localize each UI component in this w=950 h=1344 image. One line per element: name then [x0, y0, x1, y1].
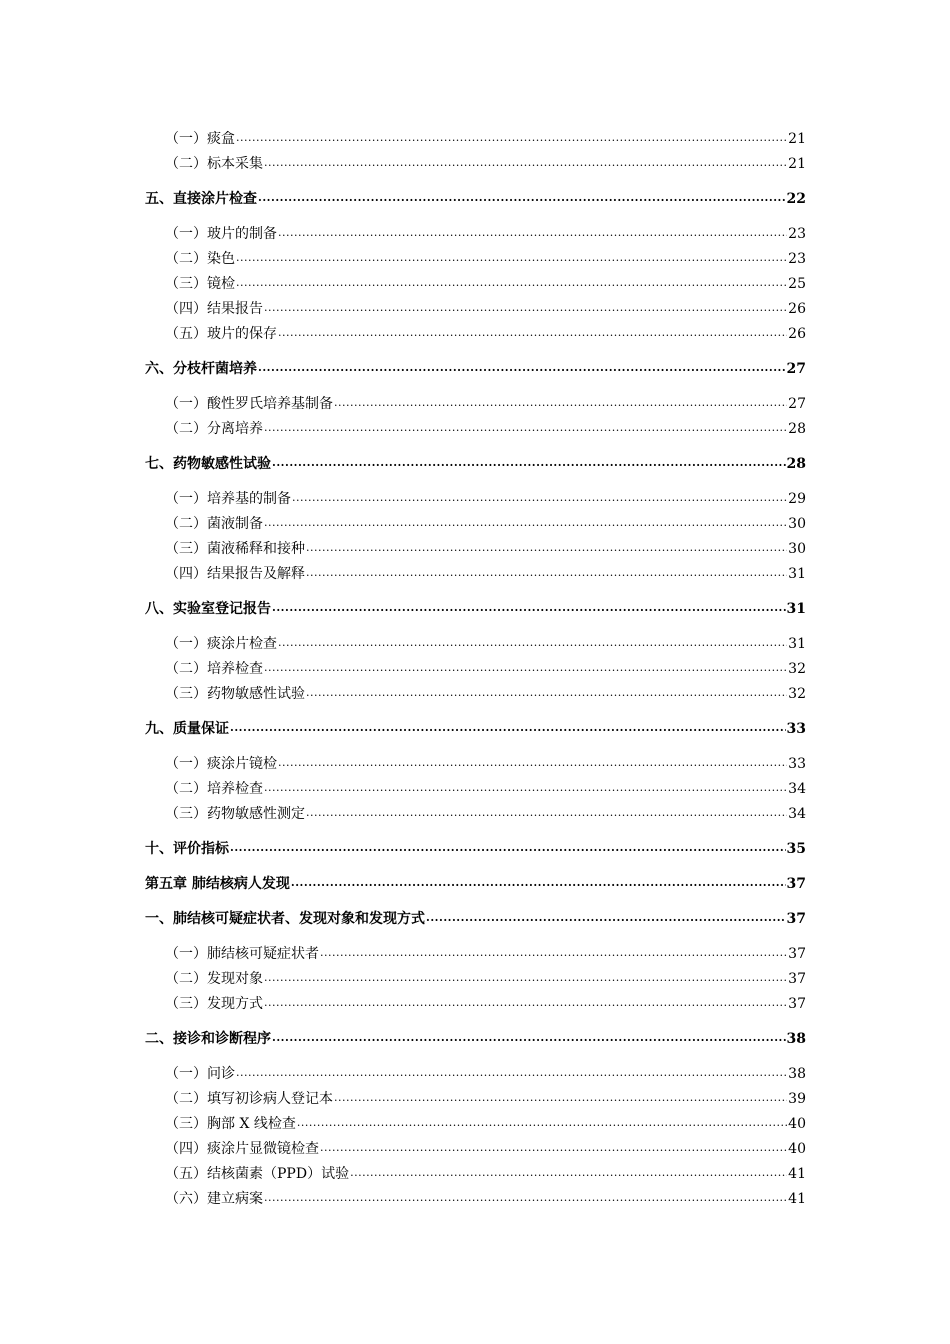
toc-entry-title: （二）菌液制备	[165, 515, 263, 532]
toc-entry-title: （五）玻片的保存	[165, 325, 277, 342]
toc-entry-title: （一）培养基的制备	[165, 490, 291, 507]
toc-entry-title: （一）问诊	[165, 1065, 235, 1082]
toc-section-entry[interactable]	[145, 596, 806, 621]
toc-subsection-entry[interactable]	[145, 631, 806, 656]
toc-subsection-entry[interactable]	[145, 801, 806, 826]
toc-entry-page-number: 38	[788, 1065, 806, 1082]
toc-subsection-entry[interactable]	[145, 1136, 806, 1161]
dot-leader	[291, 877, 786, 890]
toc-subsection-entry[interactable]	[145, 271, 806, 296]
toc-entry-page-number: 37	[786, 910, 806, 927]
toc-entry-page-number: 37	[788, 945, 806, 962]
dot-leader	[230, 722, 786, 735]
toc-entry-title: （一）肺结核可疑症状者	[165, 945, 319, 962]
toc-entry-page-number: 30	[788, 540, 806, 557]
dot-leader	[258, 192, 786, 205]
dot-leader	[272, 602, 786, 615]
toc-entry-page-number: 31	[788, 635, 806, 652]
dot-leader	[334, 1092, 787, 1105]
dot-leader	[264, 302, 787, 315]
toc-entry-page-number: 21	[788, 130, 806, 147]
toc-subsection-entry[interactable]	[145, 561, 806, 586]
toc-section-entry[interactable]	[145, 836, 806, 861]
dot-leader	[320, 947, 787, 960]
toc-entry-page-number: 35	[786, 840, 806, 857]
dot-leader	[278, 757, 787, 770]
dot-leader	[272, 457, 786, 470]
toc-entry-title: （二）培养检查	[165, 660, 263, 677]
toc-entry-page-number: 31	[786, 600, 806, 617]
toc-entry-page-number: 26	[788, 300, 806, 317]
toc-entry-page-number: 40	[788, 1140, 806, 1157]
toc-entry-page-number: 32	[788, 660, 806, 677]
toc-entry-page-number: 23	[788, 225, 806, 242]
toc-entry-page-number: 21	[788, 155, 806, 172]
toc-entry-page-number: 22	[786, 190, 806, 207]
dot-leader	[278, 637, 787, 650]
toc-entry-title: （三）药物敏感性测定	[165, 805, 305, 822]
dot-leader	[350, 1167, 787, 1180]
toc-entry-title: （二）填写初诊病人登记本	[165, 1090, 333, 1107]
toc-subsection-entry[interactable]	[145, 391, 806, 416]
dot-leader	[264, 1192, 787, 1205]
toc-section-entry[interactable]	[145, 186, 806, 211]
dot-leader	[258, 362, 786, 375]
toc-entry-title: （四）结果报告及解释	[165, 565, 305, 582]
toc-subsection-entry[interactable]	[145, 776, 806, 801]
toc-subsection-entry[interactable]	[145, 126, 806, 151]
toc-entry-title: （三）镜检	[165, 275, 235, 292]
toc-subsection-entry[interactable]	[145, 321, 806, 346]
toc-section-entry[interactable]	[145, 871, 806, 896]
toc-entry-page-number: 25	[788, 275, 806, 292]
toc-entry-title: 二、接诊和诊断程序	[145, 1030, 271, 1047]
toc-entry-page-number: 41	[788, 1165, 806, 1182]
toc-entry-title: （二）标本采集	[165, 155, 263, 172]
dot-leader	[264, 997, 787, 1010]
dot-leader	[278, 327, 787, 340]
dot-leader	[320, 1142, 787, 1155]
toc-entry-page-number: 27	[788, 395, 806, 412]
dot-leader	[264, 662, 787, 675]
toc-entry-title: （二）培养检查	[165, 780, 263, 797]
toc-subsection-entry[interactable]	[145, 681, 806, 706]
toc-section-entry[interactable]	[145, 1026, 806, 1051]
toc-entry-title: 八、实验室登记报告	[145, 600, 271, 617]
toc-entry-page-number: 34	[788, 780, 806, 797]
dot-leader	[426, 912, 786, 925]
toc-entry-title: （一）酸性罗氏培养基制备	[165, 395, 333, 412]
toc-entry-page-number: 39	[788, 1090, 806, 1107]
toc-entry-title: 六、分枝杆菌培养	[145, 360, 257, 377]
dot-leader	[230, 842, 786, 855]
toc-entry-page-number: 26	[788, 325, 806, 342]
toc-entry-title: （四）痰涂片显微镜检查	[165, 1140, 319, 1157]
dot-leader	[292, 492, 787, 505]
toc-subsection-entry[interactable]	[145, 1061, 806, 1086]
toc-entry-title: 十、评价指标	[145, 840, 229, 857]
toc-subsection-entry[interactable]	[145, 656, 806, 681]
toc-subsection-entry[interactable]	[145, 751, 806, 776]
toc-entry-page-number: 28	[788, 420, 806, 437]
toc-entry-page-number: 30	[788, 515, 806, 532]
toc-subsection-entry[interactable]	[145, 151, 806, 176]
dot-leader	[236, 277, 787, 290]
toc-entry-page-number: 40	[788, 1115, 806, 1132]
toc-entry-page-number: 27	[786, 360, 806, 377]
toc-subsection-entry[interactable]	[145, 416, 806, 441]
dot-leader	[306, 542, 787, 555]
toc-entry-title: 一、肺结核可疑症状者、发现对象和发现方式	[145, 910, 425, 927]
dot-leader	[272, 1032, 786, 1045]
toc-entry-page-number: 41	[788, 1190, 806, 1207]
toc-entry-title: 五、直接涂片检查	[145, 190, 257, 207]
dot-leader	[264, 972, 787, 985]
toc-entry-page-number: 37	[788, 970, 806, 987]
toc-entry-page-number: 28	[786, 455, 806, 472]
toc-entry-page-number: 33	[788, 755, 806, 772]
toc-subsection-entry[interactable]	[145, 991, 806, 1016]
toc-section-entry[interactable]	[145, 716, 806, 741]
toc-entry-title: （一）痰涂片检查	[165, 635, 277, 652]
toc-entry-title: （五）结核菌素（PPD）试验	[165, 1165, 350, 1182]
toc-subsection-entry[interactable]	[145, 1186, 806, 1211]
toc-entry-page-number: 29	[788, 490, 806, 507]
toc-entry-title: （三）菌液稀释和接种	[165, 540, 305, 557]
toc-section-entry[interactable]	[145, 451, 806, 476]
toc-subsection-entry[interactable]	[145, 966, 806, 991]
toc-entry-title: （三）发现方式	[165, 995, 263, 1012]
toc-entry-page-number: 31	[788, 565, 806, 582]
toc-entry-title: 七、药物敏感性试验	[145, 455, 271, 472]
dot-leader	[264, 157, 787, 170]
dot-leader	[236, 132, 787, 145]
dot-leader	[264, 517, 787, 530]
toc-entry-title: （一）痰盒	[165, 130, 235, 147]
toc-subsection-entry[interactable]	[145, 1086, 806, 1111]
toc-entry-page-number: 37	[786, 875, 806, 892]
toc-subsection-entry[interactable]	[145, 221, 806, 246]
dot-leader	[306, 687, 787, 700]
toc-subsection-entry[interactable]	[145, 486, 806, 511]
toc-subsection-entry[interactable]	[145, 296, 806, 321]
toc-entry-page-number: 33	[786, 720, 806, 737]
toc-entry-page-number: 23	[788, 250, 806, 267]
toc-entry-title: （二）分离培养	[165, 420, 263, 437]
toc-entry-title: （一）痰涂片镜检	[165, 755, 277, 772]
table-of-contents	[145, 126, 806, 1211]
toc-entry-title: （三）药物敏感性试验	[165, 685, 305, 702]
dot-leader	[236, 252, 787, 265]
toc-entry-title: （六）建立病案	[165, 1190, 263, 1207]
toc-entry-title: （四）结果报告	[165, 300, 263, 317]
dot-leader	[306, 567, 787, 580]
dot-leader	[236, 1067, 787, 1080]
toc-entry-title: （一）玻片的制备	[165, 225, 277, 242]
toc-section-entry[interactable]	[145, 906, 806, 931]
toc-entry-page-number: 34	[788, 805, 806, 822]
dot-leader	[264, 782, 787, 795]
toc-subsection-entry[interactable]	[145, 1161, 806, 1186]
toc-section-entry[interactable]	[145, 356, 806, 381]
toc-subsection-entry[interactable]	[145, 246, 806, 271]
toc-entry-title: 九、质量保证	[145, 720, 229, 737]
dot-leader	[297, 1117, 787, 1130]
toc-entry-title: （二）发现对象	[165, 970, 263, 987]
toc-entry-title: （二）染色	[165, 250, 235, 267]
dot-leader	[334, 397, 787, 410]
toc-subsection-entry[interactable]	[145, 536, 806, 561]
toc-subsection-entry[interactable]	[145, 1111, 806, 1136]
toc-entry-title: （三）胸部 X 线检查	[165, 1115, 296, 1132]
toc-entry-page-number: 37	[788, 995, 806, 1012]
toc-entry-title: 第五章 肺结核病人发现	[145, 875, 290, 892]
toc-entry-page-number: 38	[786, 1030, 806, 1047]
toc-subsection-entry[interactable]	[145, 941, 806, 966]
dot-leader	[278, 227, 787, 240]
toc-entry-page-number: 32	[788, 685, 806, 702]
toc-subsection-entry[interactable]	[145, 511, 806, 536]
dot-leader	[306, 807, 787, 820]
dot-leader	[264, 422, 787, 435]
